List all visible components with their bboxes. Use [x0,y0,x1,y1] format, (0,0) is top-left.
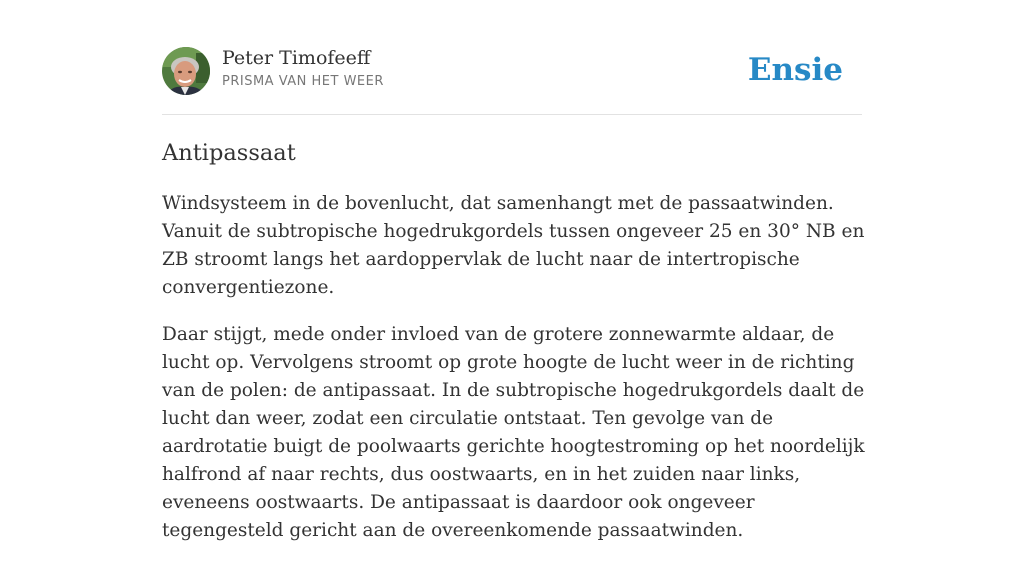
ensie-logo-link[interactable]: Ensie [747,52,843,88]
author-portrait-icon [162,47,210,95]
article-body [162,190,867,564]
author-avatar[interactable] [162,47,210,95]
article-paragraph: Windsysteem in de bovenlucht, dat samenhangt met de passaatwinden. Vanuit de subtropische hogedrukgordels tussen ongeveer 25 en 30° NB en ZB stroomt langs het aardoppervlak de lucht naar de intertropische convergentiezone. [162,193,865,298]
article-title: Antipassaat [162,140,296,166]
author-name[interactable]: Peter Timofeeff [222,47,371,69]
article-paragraph: Daar stijgt, mede onder invloed van de grotere zonnewarmte aldaar, de lucht op. Vervolgens stroomt op grote hoogte de lucht weer in de richting van de polen: de antipassaat. In de subtropische hogedrukgordels daalt de lucht dan weer, zodat een circulatie ontstaat. Ten gevolge van de aardrotatie buigt de poolwaarts gerichte hoogtestroming op het noordelijk halfrond af naar rechts, dus oostwaarts, en in het zuiden naar links, eveneens oostwaarts. De antipassaat is daardoor ook ongeveer tegengesteld gericht aan de overeenkomende passaatwinden. [162,324,865,541]
author-subtitle[interactable]: PRISMA VAN HET WEER [222,74,384,89]
author-header [162,44,862,115]
